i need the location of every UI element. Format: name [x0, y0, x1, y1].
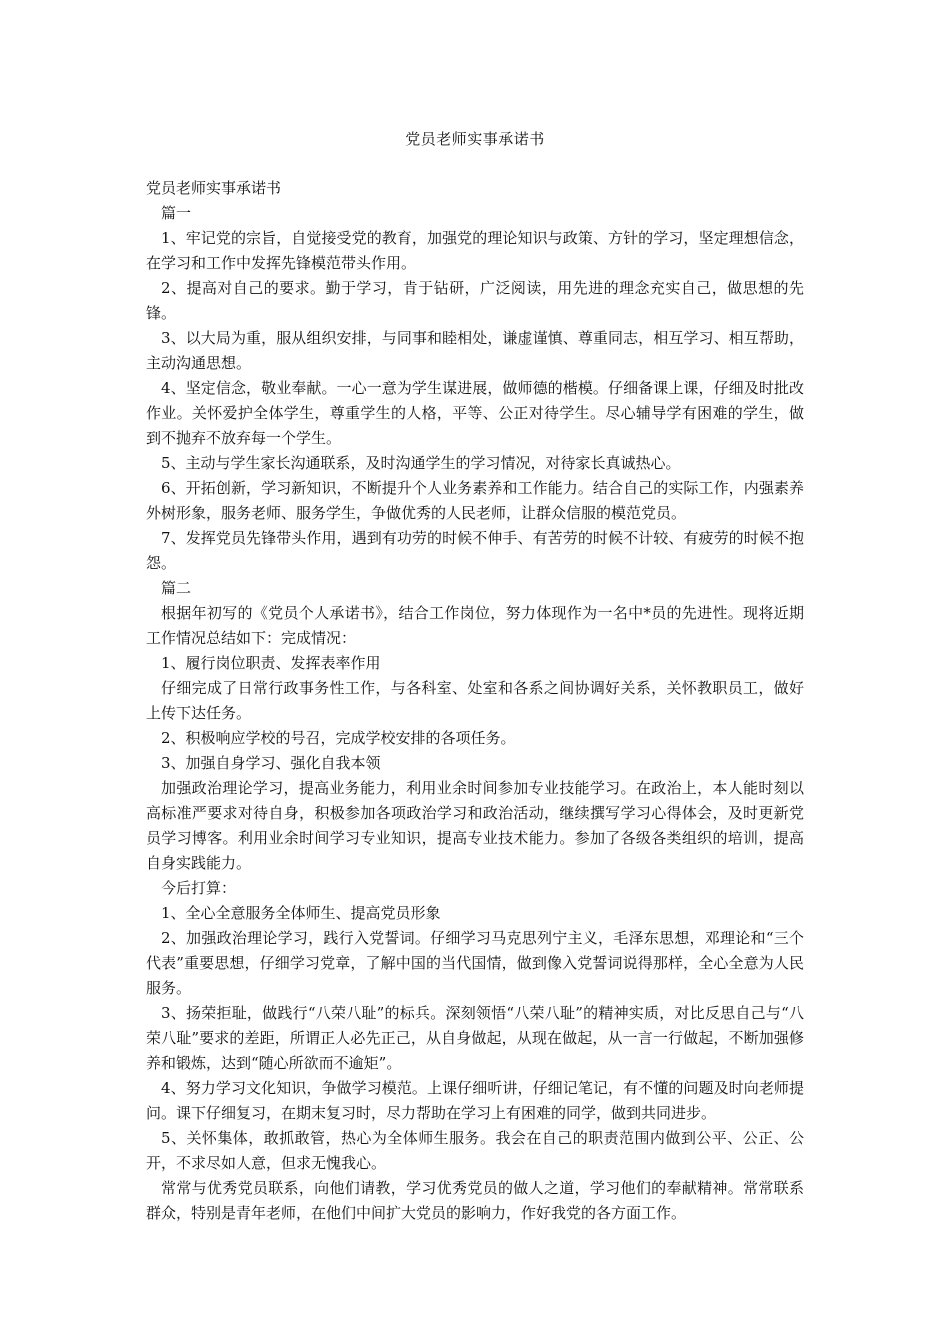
document-paragraph: 4、努力学习文化知识，争做学习模范。上课仔细听讲，仔细记笔记，有不懂的问题及时向老师提问。课下仔细复习，在期末复习时，尽力帮助在学习上有困难的同学，做到共同进步。	[146, 1079, 804, 1122]
document-paragraph: 2、积极响应学校的号召，完成学校安排的各项任务。	[161, 729, 516, 747]
document-paragraph: 3、加强自身学习、强化自我本领	[161, 754, 381, 772]
document-paragraph: 2、加强政治理论学习，践行入党誓词。仔细学习马克思列宁主义，毛泽东思想，邓理论和“三个代表”重要思想，仔细学习党章，了解中国的当代国情，做到像入党誓词说得那样，全心全意为人民服务。	[146, 929, 804, 997]
document-paragraph: 5、主动与学生家长沟通联系，及时沟通学生的学习情况，对待家长真诚热心。	[161, 454, 681, 472]
document-title: 党员老师实事承诺书	[405, 130, 545, 148]
document-body	[146, 176, 804, 1226]
document-paragraph: 篇一	[161, 204, 192, 222]
document-paragraph: 4、坚定信念，敬业奉献。一心一意为学生谋进展，做师德的楷模。仔细备课上课，仔细及时批改作业。关怀爱护全体学生，尊重学生的人格，平等、公正对待学生。尽心辅导学有困难的学生，做到不抛弃不放弃每一个学生。	[146, 379, 804, 447]
document-paragraph: 加强政治理论学习，提高业务能力，利用业余时间参加专业技能学习。在政治上，本人能时刻以高标准严要求对待自身，积极参加各项政治学习和政治活动，继续撰写学习心得体会，及时更新党员学习博客。利用业余时间学习专业知识，提高专业技术能力。参加了各级各类组织的培训，提高自身实践能力。	[146, 779, 804, 872]
document-paragraph: 1、全心全意服务全体师生、提高党员形象	[161, 904, 441, 922]
document-paragraph: 1、牢记党的宗旨，自觉接受党的教育，加强党的理论知识与政策、方针的学习，坚定理想信念，在学习和工作中发挥先锋模范带头作用。	[146, 229, 804, 272]
document-paragraph: 党员老师实事承诺书	[146, 179, 282, 197]
document-paragraph: 5、关怀集体，敢抓敢管，热心为全体师生服务。我会在自己的职责范围内做到公平、公正、公开，不求尽如人意，但求无愧我心。	[146, 1129, 804, 1172]
document-paragraph: 常常与优秀党员联系，向他们请教，学习优秀党员的做人之道，学习他们的奉献精神。常常联系群众，特别是青年老师，在他们中间扩大党员的影响力，作好我党的各方面工作。	[146, 1179, 804, 1222]
document-paragraph: 6、开拓创新，学习新知识，不断提升个人业务素养和工作能力。结合自己的实际工作，内强素养外树形象，服务老师、服务学生，争做优秀的人民老师，让群众信服的模范党员。	[146, 479, 804, 522]
document-paragraph: 2、提高对自己的要求。勤于学习，肯于钻研，广泛阅读，用先进的理念充实自己，做思想的先锋。	[146, 279, 804, 322]
document-paragraph: 今后打算：	[161, 879, 237, 897]
document-paragraph: 根据年初写的《党员个人承诺书》，结合工作岗位，努力体现作为一名中*员的先进性。现将近期工作情况总结如下：完成情况：	[146, 604, 804, 647]
document-paragraph: 1、履行岗位职责、发挥表率作用	[161, 654, 381, 672]
document-paragraph: 3、扬荣拒耻，做践行“八荣八耻”的标兵。深刻领悟“八荣八耻”的精神实质，对比反思自己与“八荣八耻”要求的差距，所谓正人必先正己，从自身做起，从现在做起，从一言一行做起，不断加强修养和锻炼，达到“随心所欲而不逾矩”。	[146, 1004, 804, 1072]
document-paragraph: 7、发挥党员先锋带头作用，遇到有功劳的时候不伸手、有苦劳的时候不计较、有疲劳的时候不抱怨。	[146, 529, 804, 572]
document-paragraph: 3、以大局为重，服从组织安排，与同事和睦相处，谦虚谨慎、尊重同志，相互学习、相互帮助，主动沟通思想。	[146, 329, 804, 372]
document-paragraph: 篇二	[161, 579, 192, 597]
document-paragraph: 仔细完成了日常行政事务性工作，与各科室、处室和各系之间协调好关系，关怀教职员工，做好上传下达任务。	[146, 679, 804, 722]
